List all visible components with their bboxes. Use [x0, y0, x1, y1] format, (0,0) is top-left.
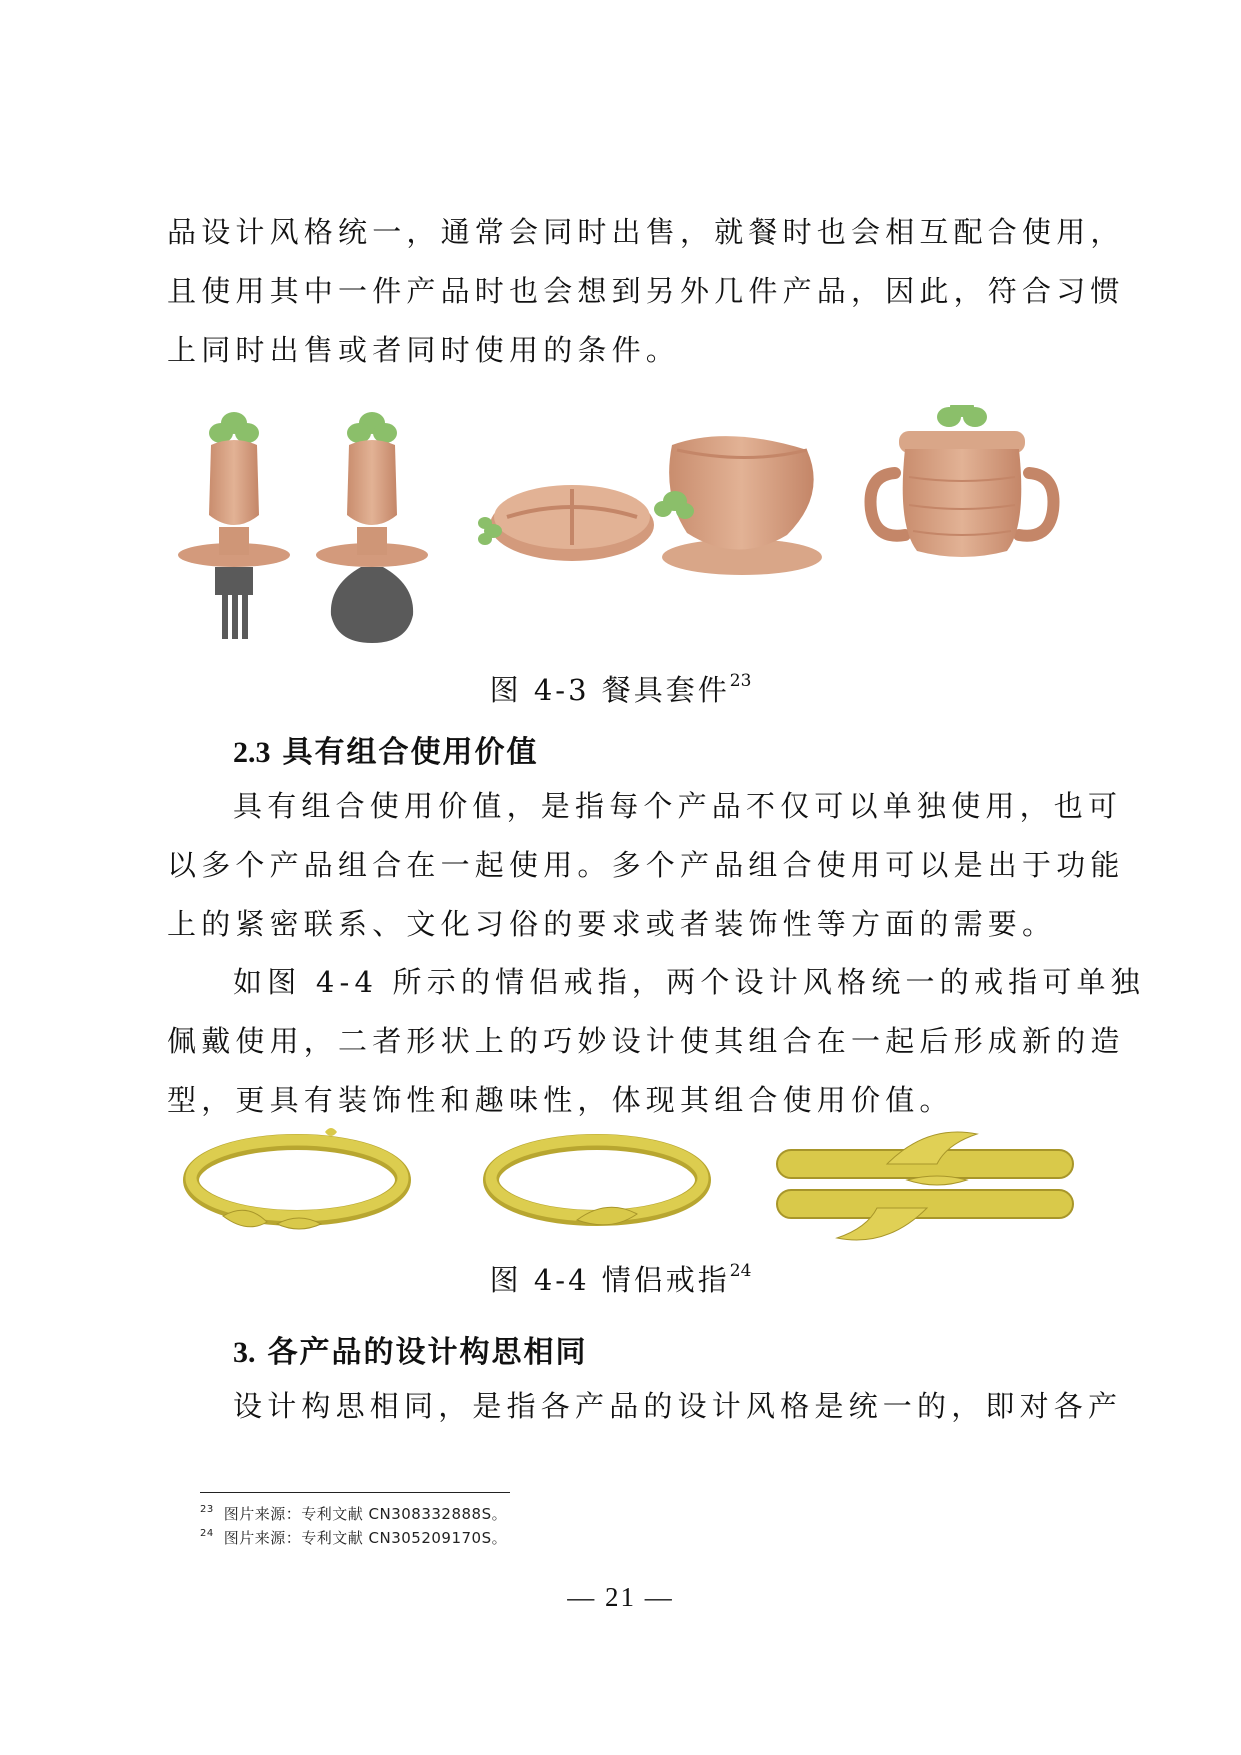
paragraph-3: [167, 953, 1145, 1130]
text-line: 以多个产品组合在一起使用。多个产品组合使用可以是出于功能: [167, 848, 1125, 882]
text-line: 型，更具有装饰性和趣味性，体现其组合使用价值。: [167, 1083, 954, 1117]
section-heading: [233, 727, 539, 771]
paragraph-1: [167, 203, 1125, 380]
text-line: 上的紧密联系、文化习俗的要求或者装饰性等方面的需要。: [167, 907, 1057, 941]
footnote-text: 图片来源：专利文献 CN305209170S。: [223, 1529, 508, 1547]
section-title: 具有组合使用价值: [282, 735, 539, 770]
text-line: 品设计风格统一，通常会同时出售，就餐时也会相互配合使用，: [167, 215, 1125, 249]
text-line: 具有组合使用价值，是指每个产品不仅可以单独使用，也可: [233, 789, 1123, 823]
ring-right: [491, 1140, 703, 1225]
caption-text: 图 4-3 餐具套件: [489, 673, 730, 707]
section-heading: [233, 1327, 588, 1371]
carrot-spoon: [316, 412, 428, 643]
section-title: 各产品的设计构思相同: [267, 1335, 588, 1370]
paragraph-4: [167, 1377, 1123, 1436]
footnote-ref: 24: [729, 1261, 752, 1281]
carrot-fork: [178, 412, 290, 639]
figure-caption: [0, 1258, 1241, 1299]
carrot-bowl: [654, 436, 822, 575]
figure-tableware-set: [167, 405, 1077, 650]
text-line: 上同时出售或者同时使用的条件。: [167, 333, 681, 367]
caption-text: 图 4-4 情侣戒指: [489, 1263, 730, 1297]
footnote-number: 24: [200, 1528, 214, 1539]
footnote-ref: 23: [729, 671, 752, 691]
text-line: 如图 4-4 所示的情侣戒指，两个设计风格统一的戒指可单独: [233, 965, 1145, 999]
carrot-plate: [478, 485, 654, 561]
text-line: 且使用其中一件产品时也会想到另外几件产品，因此，符合习惯: [167, 274, 1125, 308]
carrot-cup: [871, 405, 1054, 557]
figure-couple-rings: [167, 1120, 1077, 1250]
couple-rings-image: [167, 1120, 1077, 1250]
footnote-23: [200, 1503, 507, 1524]
text-line: 佩戴使用，二者形状上的巧妙设计使其组合在一起后形成新的造: [167, 1024, 1125, 1058]
section-number: 2.3: [233, 736, 271, 769]
ring-left: [191, 1128, 403, 1229]
rings-combined: [777, 1132, 1073, 1240]
footnote-24: [200, 1527, 507, 1548]
figure-caption: [0, 668, 1241, 709]
paragraph-2: [167, 777, 1125, 954]
tableware-set-image: [167, 405, 1077, 650]
page-number: — 21 —: [567, 1582, 674, 1612]
section-number: 3.: [233, 1336, 256, 1369]
footnote-number: 23: [200, 1504, 214, 1515]
footnote-divider: [200, 1492, 510, 1493]
footnote-text: 图片来源：专利文献 CN308332888S。: [223, 1505, 508, 1523]
text-line: 设计构思相同，是指各产品的设计风格是统一的，即对各产: [233, 1389, 1123, 1423]
